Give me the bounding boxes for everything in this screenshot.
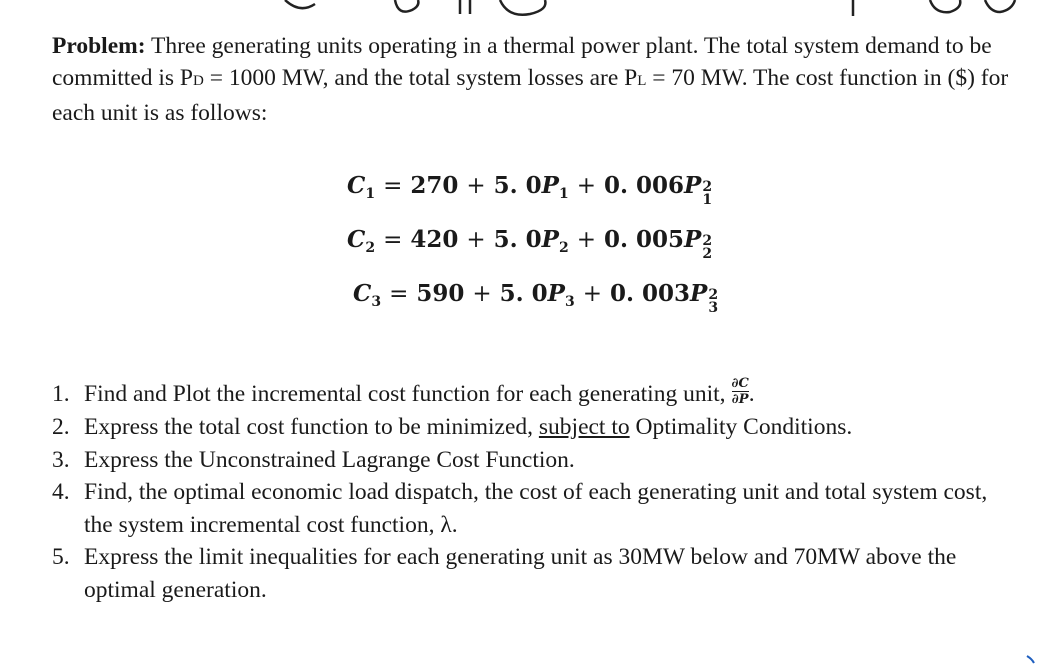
task-item-1 [52, 378, 1012, 411]
cropped-handwriting [0, 0, 1039, 20]
eq-lhs-index: 3 [371, 294, 382, 310]
underlined-text: subject to [538, 414, 630, 441]
task-item-4 [52, 476, 1012, 541]
eq-equals: = [383, 227, 403, 253]
task-text: Find and Plot the incremental cost function for each generating unit, [84, 381, 726, 407]
eq-equals: = [383, 173, 403, 199]
eq-lhs-var: C [347, 172, 366, 199]
cost-equation-1 [347, 172, 712, 209]
eq-linear-coef: 5. 0 [493, 172, 542, 199]
fraction-denominator: ∂P [731, 392, 749, 408]
task-item-5 [52, 541, 1012, 606]
eq-lhs-var: C [347, 226, 366, 253]
eq-quad-sup: 2 [708, 287, 719, 303]
pl-subscript: L [637, 73, 647, 89]
task-item-2 [52, 411, 1012, 444]
eq-quad-sup: 2 [702, 179, 713, 195]
eq-constant: 420 [410, 226, 459, 253]
eq-constant: 590 [416, 280, 465, 307]
task-item-3 [52, 444, 1012, 477]
eq-linear-var: P [547, 280, 565, 307]
eq-linear-var: P [541, 172, 559, 199]
eq-quad-sub: 2 [702, 246, 713, 262]
problem-text-2: = 1000 MW, and the total system losses are P [203, 65, 638, 91]
task-text-end: Optimality Conditions. [629, 414, 853, 441]
eq-plus: + [466, 173, 486, 199]
task-text: Express the total cost function to be minimized, [84, 414, 539, 441]
eq-quad-var: P [684, 172, 702, 199]
task-number: 3. [52, 446, 70, 473]
eq-linear-coef: 5. 0 [493, 226, 542, 253]
eq-quad-sub: 3 [708, 300, 719, 316]
pd-subscript: D [193, 73, 204, 89]
problem-text-1: Three generating units operating in a thermal power plant. The total system demand to be committed is P [52, 33, 992, 91]
task-text: Find, the optimal economic load dispatch, the cost of each generating unit and total system cost, the system incremental cost function, λ. [84, 479, 988, 538]
eq-quad-coef: 0. 003 [610, 280, 691, 307]
eq-plus: + [466, 227, 486, 253]
task-number: 1. [52, 381, 70, 407]
eq-plus: + [582, 281, 602, 307]
eq-linear-var: P [541, 226, 559, 253]
eq-linear-index: 2 [558, 240, 569, 256]
eq-quad-scripts [702, 235, 712, 261]
task-number: 4. [52, 479, 70, 506]
eq-linear-index: 1 [558, 186, 569, 202]
task-text-end: . [748, 381, 755, 407]
eq-linear-index: 3 [564, 294, 575, 310]
task-text: Express the limit inequalities for each generating unit as 30MW below and 70MW above the optimal generation. [84, 544, 957, 603]
eq-lhs-index: 1 [365, 186, 376, 202]
eq-quad-scripts [702, 181, 712, 207]
eq-quad-scripts [708, 289, 718, 315]
eq-quad-var: P [690, 280, 708, 307]
corner-pen-mark [1025, 654, 1035, 664]
cost-equation-3 [353, 280, 718, 317]
eq-plus: + [576, 227, 596, 253]
problem-statement [52, 30, 1012, 129]
problem-text-3: = 70 MW. The cost function in ($) for each unit is as follows: [52, 65, 1009, 126]
task-number: 5. [52, 544, 70, 571]
eq-quad-coef: 0. 006 [604, 172, 685, 199]
problem-label: Problem: [52, 33, 146, 59]
eq-quad-sup: 2 [702, 233, 713, 249]
eq-quad-sub: 1 [702, 192, 713, 208]
eq-constant: 270 [410, 172, 459, 199]
eq-quad-coef: 0. 005 [604, 226, 685, 253]
eq-plus: + [472, 281, 492, 307]
partial-derivative-fraction [732, 376, 749, 407]
fraction-numerator: ∂C [731, 376, 749, 392]
eq-plus: + [576, 173, 596, 199]
eq-lhs-var: C [353, 280, 372, 307]
task-text: Express the Unconstrained Lagrange Cost Function. [84, 446, 575, 473]
eq-quad-var: P [684, 226, 702, 253]
cost-equation-2 [347, 226, 712, 263]
task-number: 2. [52, 414, 70, 441]
eq-linear-coef: 5. 0 [499, 280, 548, 307]
eq-lhs-index: 2 [365, 240, 376, 256]
task-list [52, 378, 1012, 606]
eq-equals: = [389, 281, 409, 307]
